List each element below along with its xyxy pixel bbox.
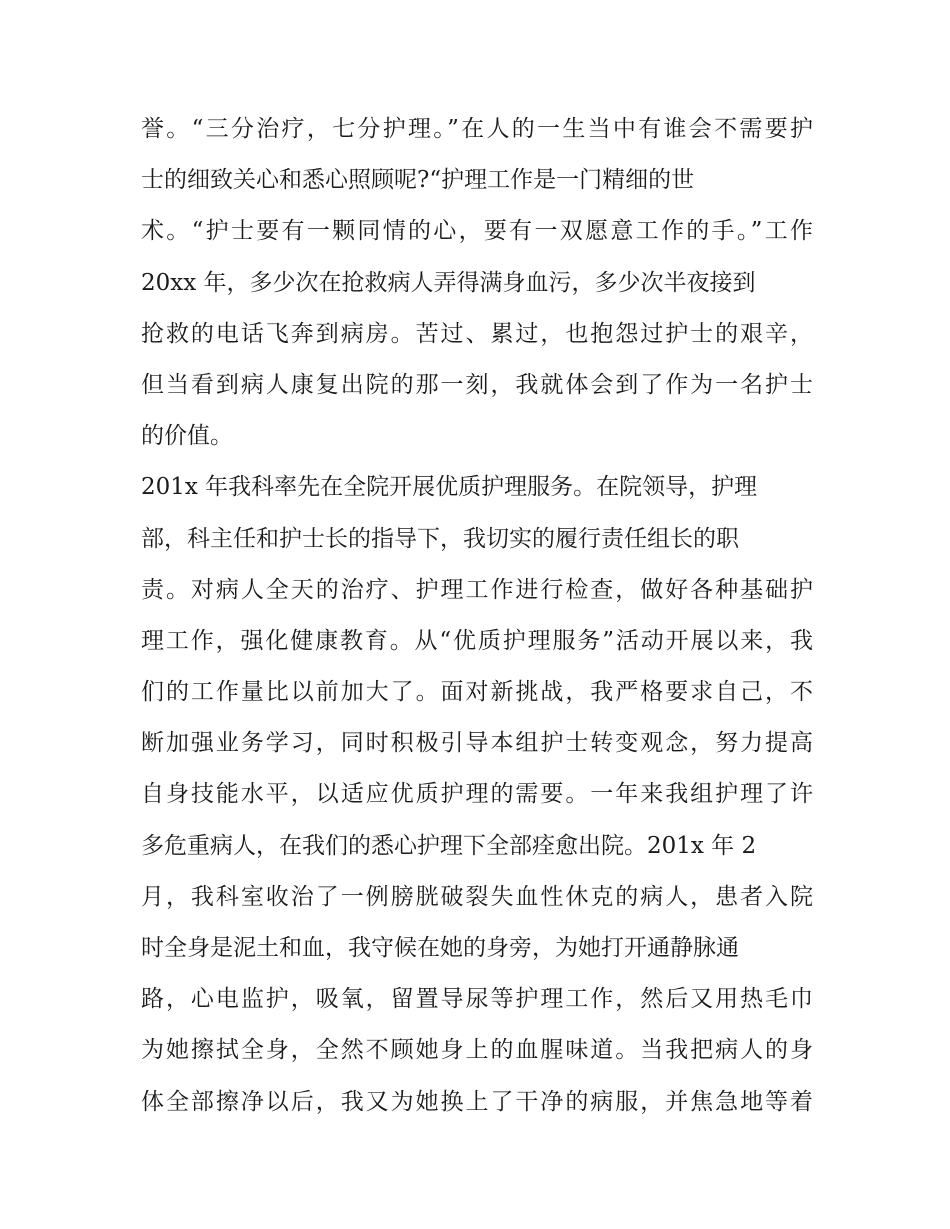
text-line-2: 士的细致关心和悉心照顾呢?“护理工作是一门精细的世 bbox=[141, 167, 695, 194]
text-line-13: 断加强业务学习，同时积极引导本组护士转变观念，努力提高 bbox=[141, 730, 813, 757]
text-line-18: 路，心电监护，吸氧，留置导尿等护理工作，然后又用热毛巾 bbox=[141, 986, 813, 1013]
text-line-14: 自身技能水平，以适应优质护理的需要。一年来我组护理了许 bbox=[141, 781, 813, 808]
text-line-20: 体全部擦净以后，我又为她换上了干净的病服，并焦急地等着 bbox=[141, 1088, 813, 1115]
text-line-12: 们的工作量比以前加大了。面对新挑战，我严格要求自己，不 bbox=[141, 679, 813, 706]
text-line-1: 誉。“三分治疗，七分护理。”在人的一生当中有谁会不需要护 bbox=[141, 116, 813, 142]
text-line-17: 时全身是泥土和血，我守候在她的身旁，为她打开通静脉通 bbox=[141, 935, 739, 961]
text-line-16: 月，我科室收治了一例膀胱破裂失血性休克的病人，患者入院 bbox=[141, 883, 813, 910]
text-line-5: 抢救的电话飞奔到病房。苦过、累过，也抱怨过护士的艰辛， bbox=[141, 320, 813, 347]
text-line-9: 部，科主任和护士长的指导下，我切实的履行责任组长的职 bbox=[141, 525, 739, 552]
text-line-19: 为她擦拭全身，全然不顾她身上的血腥味道。当我把病人的身 bbox=[141, 1037, 813, 1064]
body-text bbox=[141, 104, 813, 1128]
text-line-7: 的价值。 bbox=[141, 423, 233, 450]
text-line-11: 理工作，强化健康教育。从“优质护理服务”活动开展以来，我 bbox=[141, 627, 813, 654]
text-line-3: 术。“护士要有一颗同情的心，要有一双愿意工作的手。”工作 bbox=[141, 218, 813, 245]
text-line-6: 但当看到病人康复出院的那一刻，我就体会到了作为一名护士 bbox=[141, 371, 813, 398]
text-line-4: 20xx 年，多少次在抢救病人弄得满身血污，多少次半夜接到 bbox=[141, 269, 756, 296]
text-line-15: 多危重病人，在我们的悉心护理下全部痊愈出院。201x 年 2 bbox=[141, 832, 757, 859]
text-line-8: 201x 年我科率先在全院开展优质护理服务。在院领导，护理 bbox=[141, 474, 758, 501]
text-line-10: 责。对病人全天的治疗、护理工作进行检查，做好各种基础护 bbox=[141, 576, 813, 603]
